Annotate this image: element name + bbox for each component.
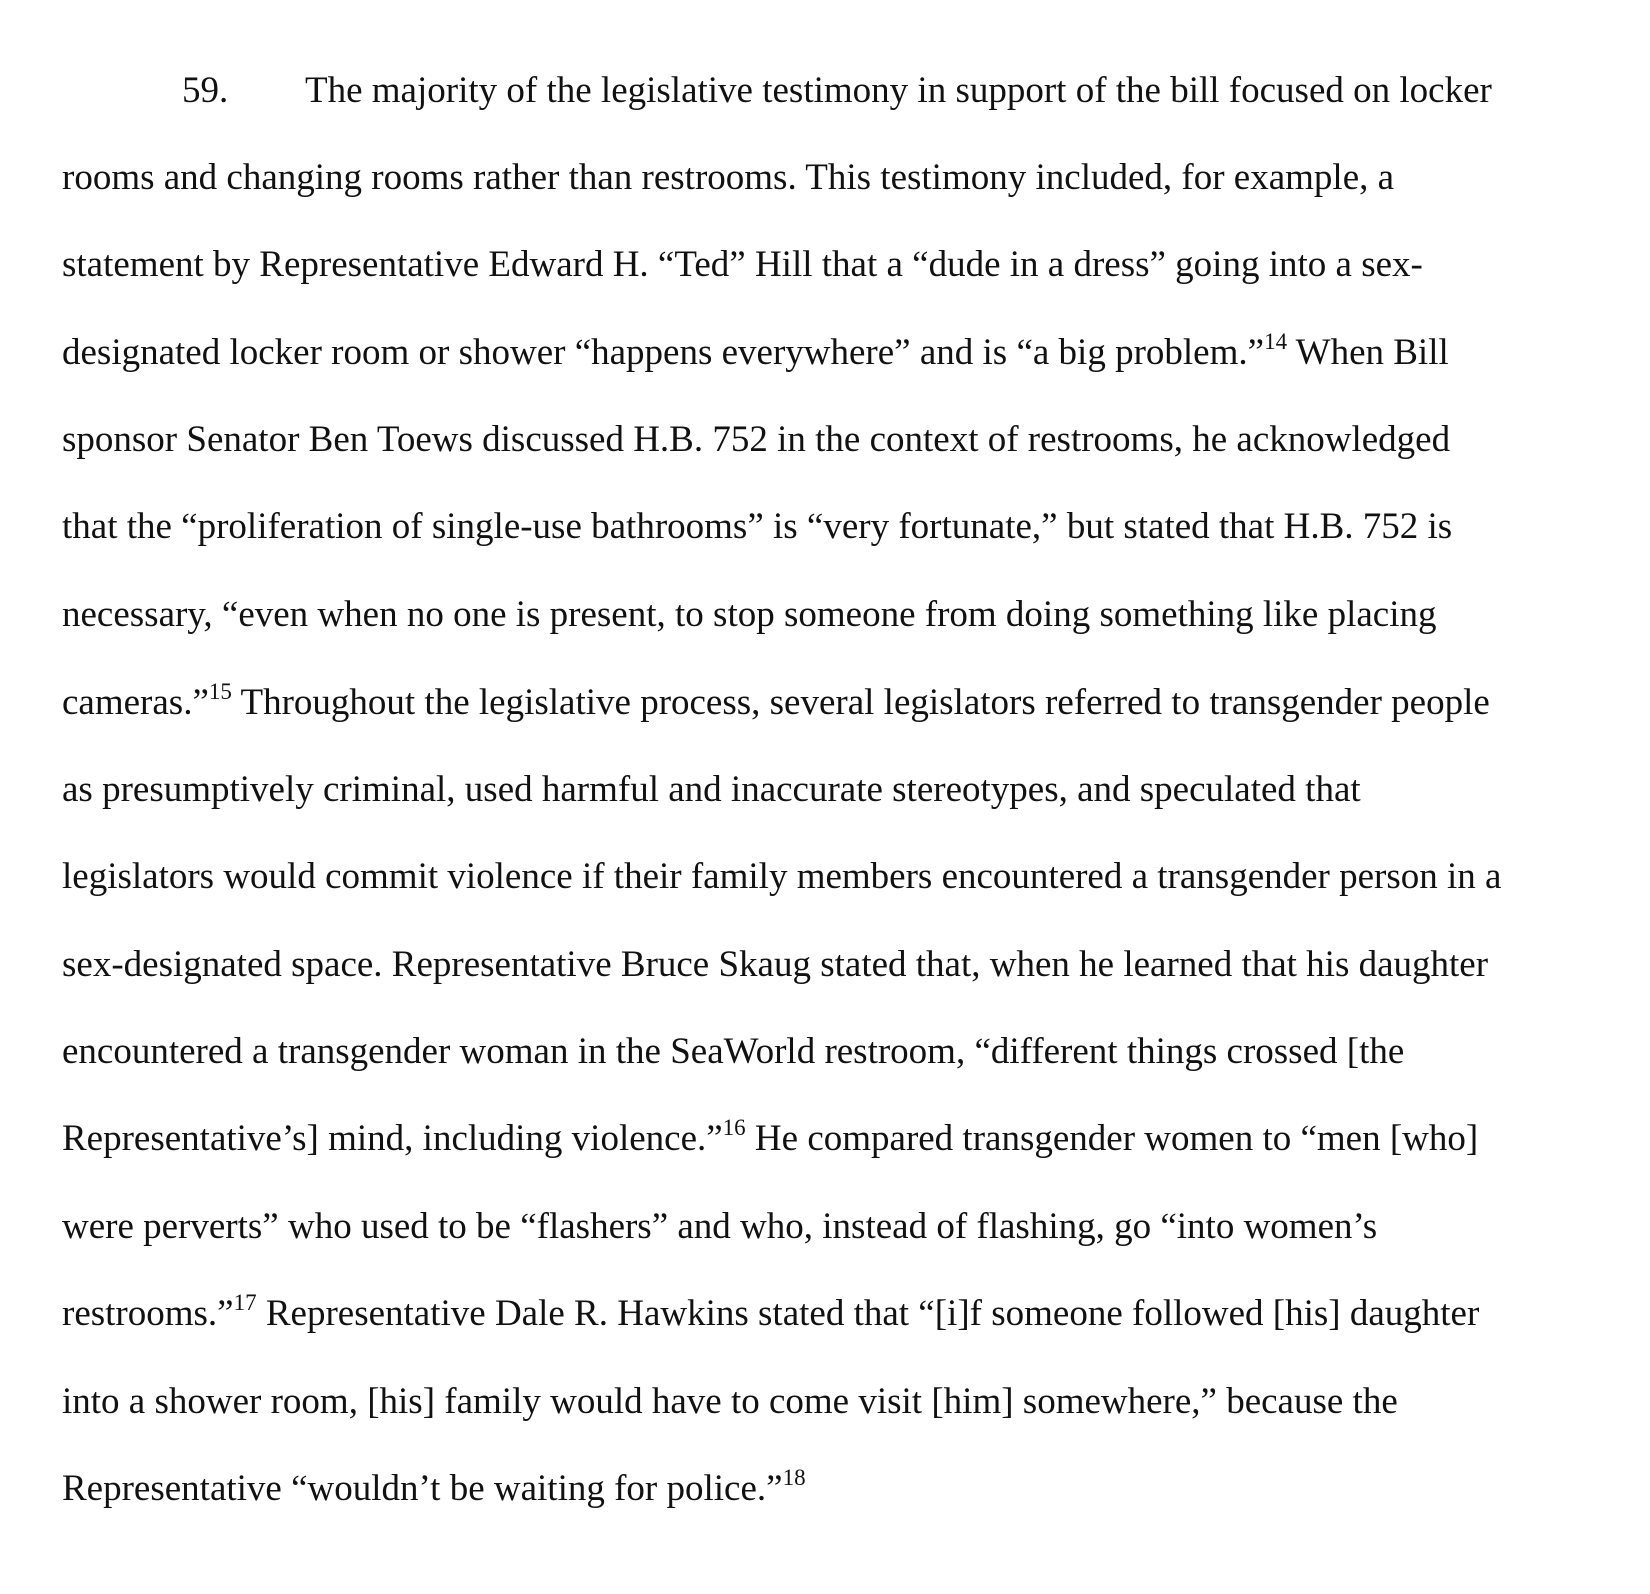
- line-text: into a shower room, [his] family would have to come visit [him] somewhere,” because the: [62, 1381, 1398, 1422]
- paragraph-line: [62, 242, 1423, 288]
- line-text: When Bill: [1295, 332, 1449, 373]
- line-text: sponsor Senator Ben Toews discussed H.B. 752 in the context of restrooms, he acknowledged: [62, 419, 1451, 460]
- line-text: Throughout the legislative process, several legislators referred to transgender people: [240, 682, 1490, 723]
- paragraph-line: [62, 504, 1452, 550]
- paragraph-line: [62, 417, 1450, 463]
- paragraph-line: [62, 1204, 1377, 1250]
- line-text: statement by Representative Edward H. “Ted” Hill that a “dude in a dress” going into a sex-: [62, 244, 1423, 285]
- line-text: The majority of the legislative testimony in support of the bill focused on locker: [305, 70, 1492, 111]
- paragraph-line: [62, 155, 1394, 201]
- line-text: legislators would commit violence if their family members encountered a transgender person in a: [62, 856, 1502, 897]
- paragraph-line: [62, 1379, 1398, 1425]
- footnote-ref[interactable]: 16: [722, 1115, 746, 1140]
- paragraph-line: [62, 592, 1437, 638]
- paragraph-line: [62, 1291, 1479, 1337]
- paragraph-line: [62, 330, 1449, 376]
- paragraph-line: [62, 1029, 1404, 1075]
- line-text: He compared transgender women to “men [who]: [754, 1118, 1479, 1159]
- paragraph-line: [182, 68, 1492, 114]
- paragraph-number: 59.: [182, 70, 229, 111]
- line-text: Representative’s] mind, including violence.”: [62, 1118, 723, 1159]
- line-text: as presumptively criminal, used harmful and inaccurate stereotypes, and speculated that: [62, 769, 1361, 810]
- line-text: that the “proliferation of single-use bathrooms” is “very fortunate,” but stated that H.B. 752 is: [62, 506, 1453, 547]
- footnote-ref[interactable]: 18: [782, 1465, 806, 1490]
- paragraph-line: [62, 767, 1361, 813]
- line-text: sex-designated space. Representative Bruce Skaug stated that, when he learned that his daughter: [62, 944, 1489, 985]
- footnote-ref[interactable]: 15: [208, 679, 232, 704]
- line-text: restrooms.”: [62, 1293, 234, 1334]
- paragraph-line: [62, 1466, 806, 1512]
- line-text: designated locker room or shower “happens everywhere” and is “a big problem.”: [62, 332, 1265, 373]
- footnote-ref[interactable]: 17: [233, 1290, 257, 1315]
- paragraph-line: [62, 942, 1488, 988]
- line-text: were perverts” who used to be “flashers” and who, instead of flashing, go “into women’s: [62, 1206, 1378, 1247]
- paragraph-line: [62, 854, 1501, 900]
- line-text: rooms and changing rooms rather than restrooms. This testimony included, for example, a: [62, 157, 1395, 198]
- line-text: cameras.”: [62, 682, 209, 723]
- footnote-ref[interactable]: 14: [1264, 329, 1288, 354]
- paragraph-line: [62, 1116, 1478, 1162]
- line-text: encountered a transgender woman in the SeaWorld restroom, “different things crossed [the: [62, 1031, 1405, 1072]
- line-text: Representative “wouldn’t be waiting for police.”: [62, 1468, 783, 1509]
- line-text: necessary, “even when no one is present, to stop someone from doing something like placing: [62, 594, 1437, 635]
- paragraph-line: [62, 680, 1490, 726]
- line-text: Representative Dale R. Hawkins stated that “[i]f someone followed [his] daughter: [265, 1293, 1480, 1334]
